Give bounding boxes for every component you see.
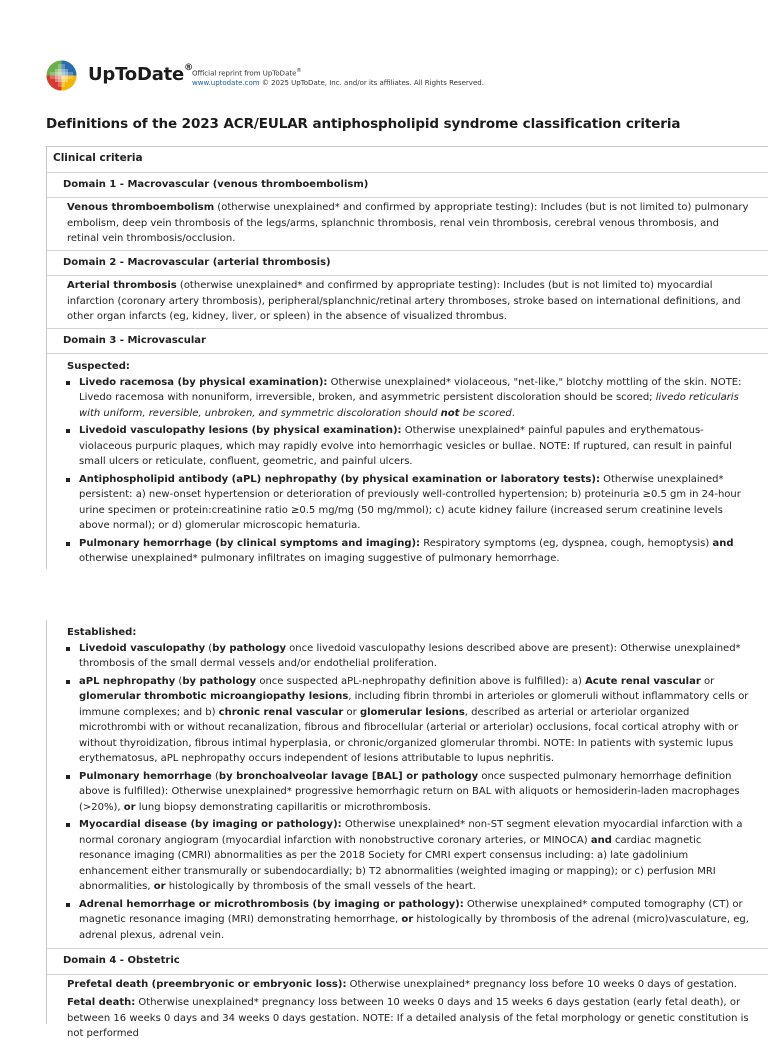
list-item: Antiphospholipid antibody (aPL) nephropathy (by physical examination or laboratory tests): Otherwise unexplained* persistent: a) new-onset hypertension or deterioration of previously well-controlled hypertension; b) proteinuria ≥0.5 gm in 24-hour urine specimen or protein:creatinine ratio ≥0.5 mg/mg (50 mg/mmol); c) acute kidney failure (increased serum creatinine levels above normal); or d) glomerular microscopic hematuria. — [79, 472, 749, 534]
criteria-table-part-1 — [46, 146, 768, 569]
suspected-label: Suspected: — [67, 361, 130, 372]
fetal-death-paragraph: Fetal death: Otherwise unexplained* pregnancy loss between 10 weeks 0 days and 15 weeks 6 days gestation (early fetal death), or between 16 weeks 0 days and 34 weeks 0 days gestation. NOTE: If a detailed analysis of the fetal morphology or genetic constitution is not performed — [67, 997, 749, 1039]
header — [46, 60, 746, 94]
domain-2-heading: Domain 2 - Macrovascular (arterial thrombosis) — [47, 251, 768, 277]
list-item: Pulmonary hemorrhage (by clinical symptoms and imaging): Respiratory symptoms (eg, dyspnea, cough, hemoptysis) and otherwise unexplained* pulmonary infiltrates on imaging suggestive of pulmonary hemorrhage. — [79, 536, 749, 567]
domain-3-heading: Domain 3 - Microvascular — [47, 329, 768, 355]
uptodate-link[interactable]: www.uptodate.com — [192, 79, 260, 88]
domain-2-body: Arterial thrombosis (otherwise unexplained* and confirmed by appropriate testing): Includes (but is not limited to) myocardial infarction (coronary artery thrombosis), peripheral/splanchnic/retinal artery thromboses, stroke based on international definitions, and other organ infarcts (eg, kidney, liver, or spleen) in the absence of visualized thrombus. — [47, 276, 768, 329]
brand-name[interactable]: UpToDate® — [88, 63, 193, 85]
list-item: aPL nephropathy (by pathology once suspected aPL-nephropathy definition above is fulfilled): a) Acute renal vascular or glomerular thrombotic microangiopathy lesions, including fibrin thrombi in arterioles or glomeruli without inflammatory cells or immune complexes; and b) chronic renal vascular or glomerular lesions, described as arterial or arteriolar organized microthrombi with or without recanalization, fibrous and fibrocellular (arterial or arteriolar) occlusions, focal cortical atrophy with or without thyroidization, fibrous intimal hyperplasia, or chronic/organized glomerular thrombi. NOTE: In patients with systemic lupus erythematosus, aPL nephropathy occurs independent of lesions attributable to lupus nephritis. — [79, 674, 749, 767]
domain-4-heading: Domain 4 - Obstetric — [47, 949, 768, 975]
page-title: Definitions of the 2023 ACR/EULAR antiphospholipid syndrome classification criteria — [46, 116, 681, 132]
uptodate-logo-icon[interactable] — [46, 60, 77, 91]
domain-3-established — [47, 620, 768, 949]
prefetal-death-paragraph: Prefetal death (preembryonic or embryonic loss): Otherwise unexplained* pregnancy loss before 10 weeks 0 days of gestation. — [67, 978, 737, 990]
established-list — [67, 641, 749, 944]
list-item: Adrenal hemorrhage or microthrombosis (by imaging or pathology): Otherwise unexplained* computed tomography (CT) or magnetic resonance imaging (MRI) demonstrating hemorrhage, or histologically by thrombosis of the adrenal (micro)vasculature, eg, adrenal plexus, adrenal vein. — [79, 897, 749, 944]
domain-4-body — [47, 975, 768, 1048]
list-item: Pulmonary hemorrhage (by bronchoalveolar lavage [BAL] or pathology once suspected pulmonary hemorrhage definition above is fulfilled): Otherwise unexplained* progressive hemorrhagic return on BAL with aliquots or hemosiderin-laden macrophages (>20%), or lung biopsy demonstrating capillaritis or microthrombosis. — [79, 769, 749, 816]
list-item: Livedoid vasculopathy (by pathology once livedoid vasculopathy lesions described above are present): Otherwise unexplained* thrombosis of the small dermal vessels and/or endothelial proliferation. — [79, 641, 749, 672]
domain-1-heading: Domain 1 - Macrovascular (venous thromboembolism) — [47, 173, 768, 199]
list-item: Livedo racemosa (by physical examination): Otherwise unexplained* violaceous, "net-like," blotchy mottling of the skin. NOTE: Livedo racemosa with nonuniform, irreversible, broken, and asymmetric persistent discoloration should be scored; livedo reticularis with uniform, reversible, unbroken, and symmetric discoloration should not be scored. — [79, 375, 749, 422]
list-item: Myocardial disease (by imaging or pathology): Otherwise unexplained* non-ST segment elevation myocardial infarction with a normal coronary angiogram (myocardial infarction with nonobstructive coronary arteries, or MINOCA) and cardiac magnetic resonance imaging (CMRI) abnormalities as per the 2018 Society for CMRI expert consensus including: a) late gadolinium enhancement either transmurally or subendocardially; b) T2 abnormalities (weighted imaging or mapping); or c) perfusion MRI abnormalities, or histologically by thrombosis of the small vessels of the heart. — [79, 817, 749, 895]
suspected-list — [67, 375, 749, 567]
domain-1-body: Venous thromboembolism (otherwise unexplained* and confirmed by appropriate testing): Includes (but is not limited to) pulmonary embolism, deep vein thrombosis of the legs/arms, splanchnic thrombosis, renal vein thrombosis, cerebral venous thrombosis, and retinal vein thrombosis/occlusion. — [47, 198, 768, 251]
domain-3-suspected — [47, 354, 768, 572]
criteria-table-part-2 — [46, 620, 768, 1039]
established-label: Established: — [67, 627, 137, 638]
reprint-notice: Official reprint from UpToDate® www.uptodate.com © 2025 UpToDate, Inc. and/or its affiliates. All Rights Reserved. — [192, 68, 484, 88]
list-item: Livedoid vasculopathy lesions (by physical examination): Otherwise unexplained* painful papules and erythematous-violaceous purpuric plaques, which may rapidly evolve into hemorrhagic vesicles or bullae. NOTE: If ruptured, can result in painful small ulcers or reticulate, confluent, geometric, and painful ulcers. — [79, 423, 749, 470]
clinical-criteria-heading: Clinical criteria — [47, 147, 768, 173]
